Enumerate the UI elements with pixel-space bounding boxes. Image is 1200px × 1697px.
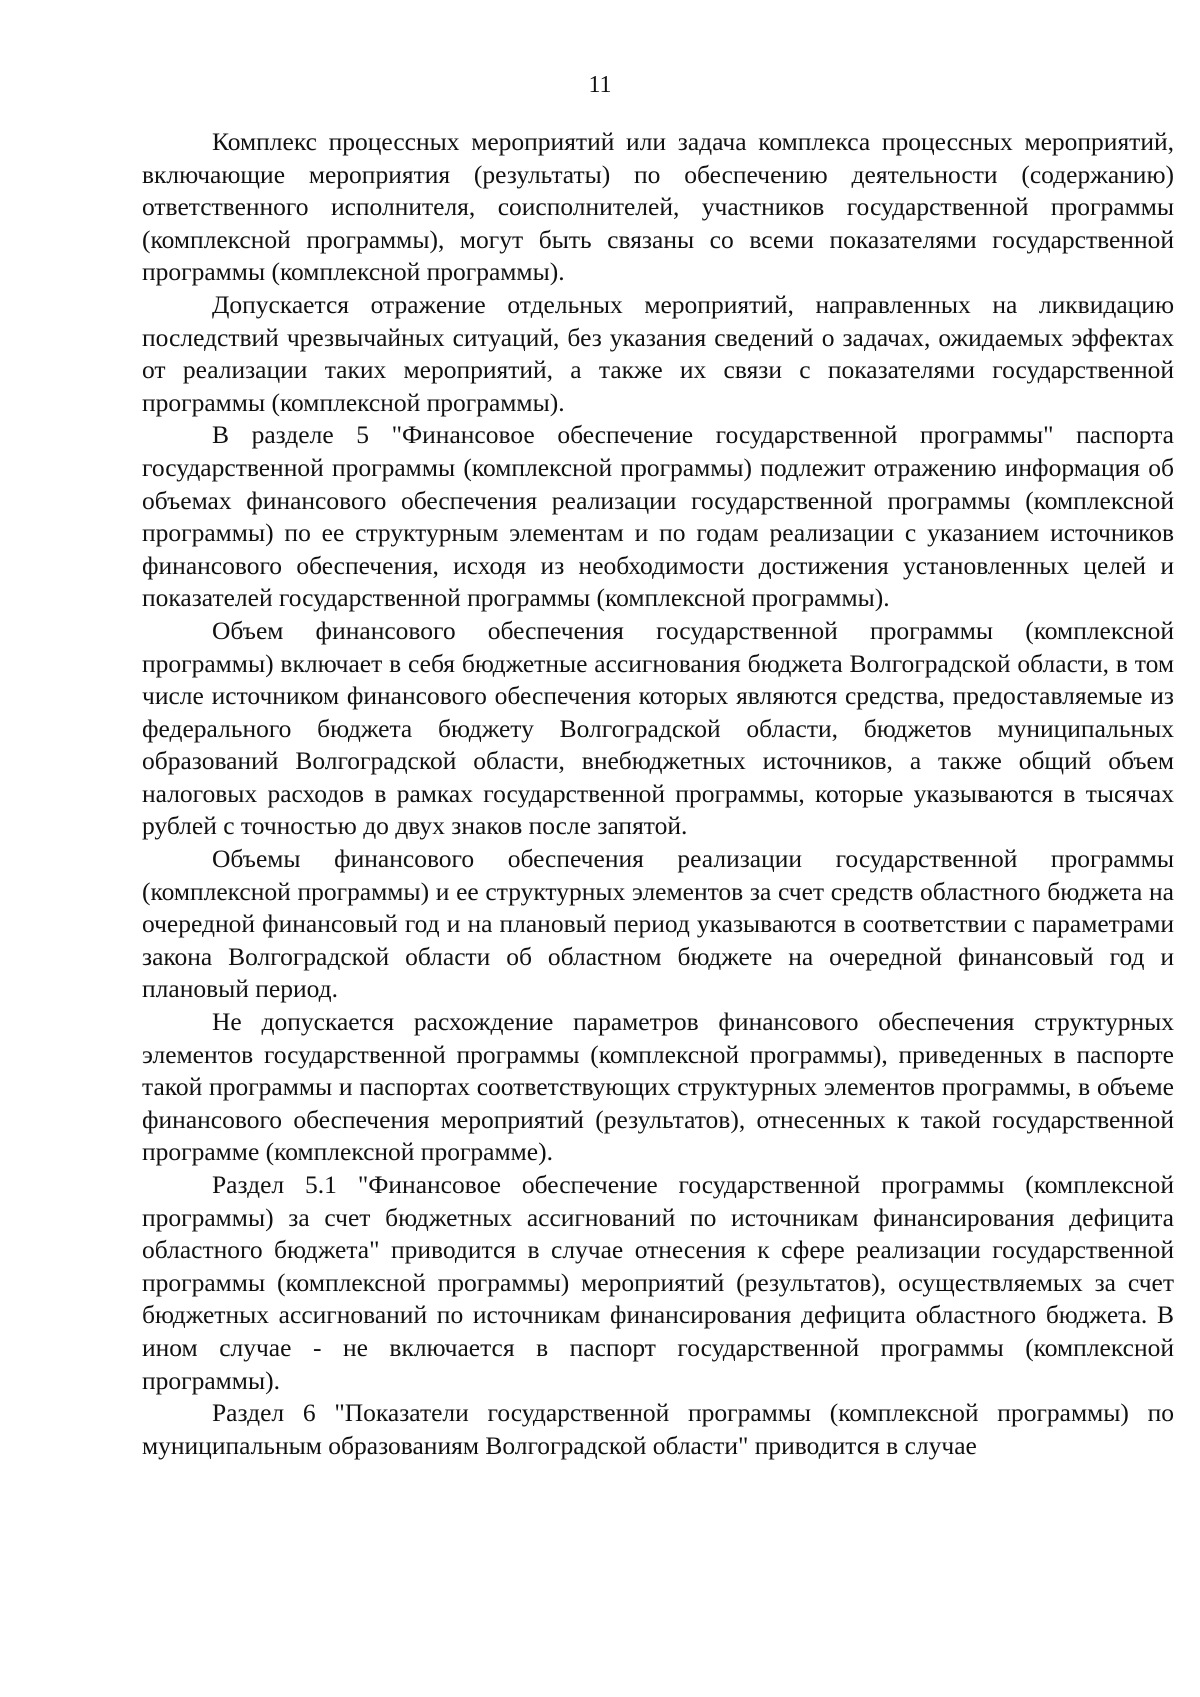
paragraph-process-measures: Комплекс процессных мероприятий или задача комплекса процессных мероприятий, включающие мероприятия (результаты) по обеспечению деятельности (содержанию) ответственного исполнителя, соисполнителей, участников государственной программы (комплексной программы), могут быть связаны со всеми показателями государственной программы (комплексной программы). (142, 127, 1174, 287)
document-body (142, 126, 1174, 1462)
paragraph-regional-budget: Объемы финансового обеспечения реализации государственной программы (комплексной программы) и ее структурных элементов за счет средств областного бюджета на очередной финансовый год и на плановый период указываются в соответствии с параметрами закона Волгоградской области об областном бюджете на очередной финансовый год и плановый период. (142, 844, 1174, 1004)
paragraph-section-5: В разделе 5 "Финансовое обеспечение государственной программы" паспорта государственной программы (комплексной программы) подлежит отражению информация об объемах финансового обеспечения реализации государственной программы (комплексной программы) по ее структурным элементам и по годам реализации с указанием источников финансового обеспечения, исходя из необходимости достижения установленных целей и показателей государственной программы (комплексной программы). (142, 420, 1174, 613)
paragraph-no-discrepancy: Не допускается расхождение параметров финансового обеспечения структурных элементов государственной программы (комплексной программы), приведенных в паспорте такой программы и паспортах соответствующих структурных элементов программы, в объеме финансового обеспечения мероприятий (результатов), отнесенных к такой государственной программе (комплексной программе). (142, 1007, 1174, 1167)
paragraph-section-5-1: Раздел 5.1 "Финансовое обеспечение государственной программы (комплексной программы) за счет бюджетных ассигнований по источникам финансирования дефицита областного бюджета" приводится в случае отнесения к сфере реализации государственной программы (комплексной программы) мероприятий (результатов), осуществляемых за счет бюджетных ассигнований по источникам финансирования дефицита областного бюджета. В ином случае - не включается в паспорт государственной программы (комплексной программы). (142, 1170, 1174, 1395)
paragraph-emergency-measures: Допускается отражение отдельных мероприятий, направленных на ликвидацию последствий чрезвычайных ситуаций, без указания сведений о задачах, ожидаемых эффектах от реализации таких мероприятий, а также их связи с показателями государственной программы (комплексной программы). (142, 289, 1174, 417)
paragraph-funding-volume: Объем финансового обеспечения государственной программы (комплексной программы) включает в себя бюджетные ассигнования бюджета Волгоградской области, в том числе источником финансового обеспечения которых являются средства, предоставляемые из федерального бюджета бюджету Волгоградской области, бюджетов муниципальных образований Волгоградской области, внебюджетных источников, а также общий объем налоговых расходов в рамках государственной программы, которые указываются в тысячах рублей с точностью до двух знаков после запятой. (142, 615, 1174, 841)
page-number: 11 (588, 72, 612, 98)
paragraph-section-6: Раздел 6 "Показатели государственной программы (комплексной программы) по муниципальным образованиям Волгоградской области" приводится в случае (142, 1398, 1174, 1460)
